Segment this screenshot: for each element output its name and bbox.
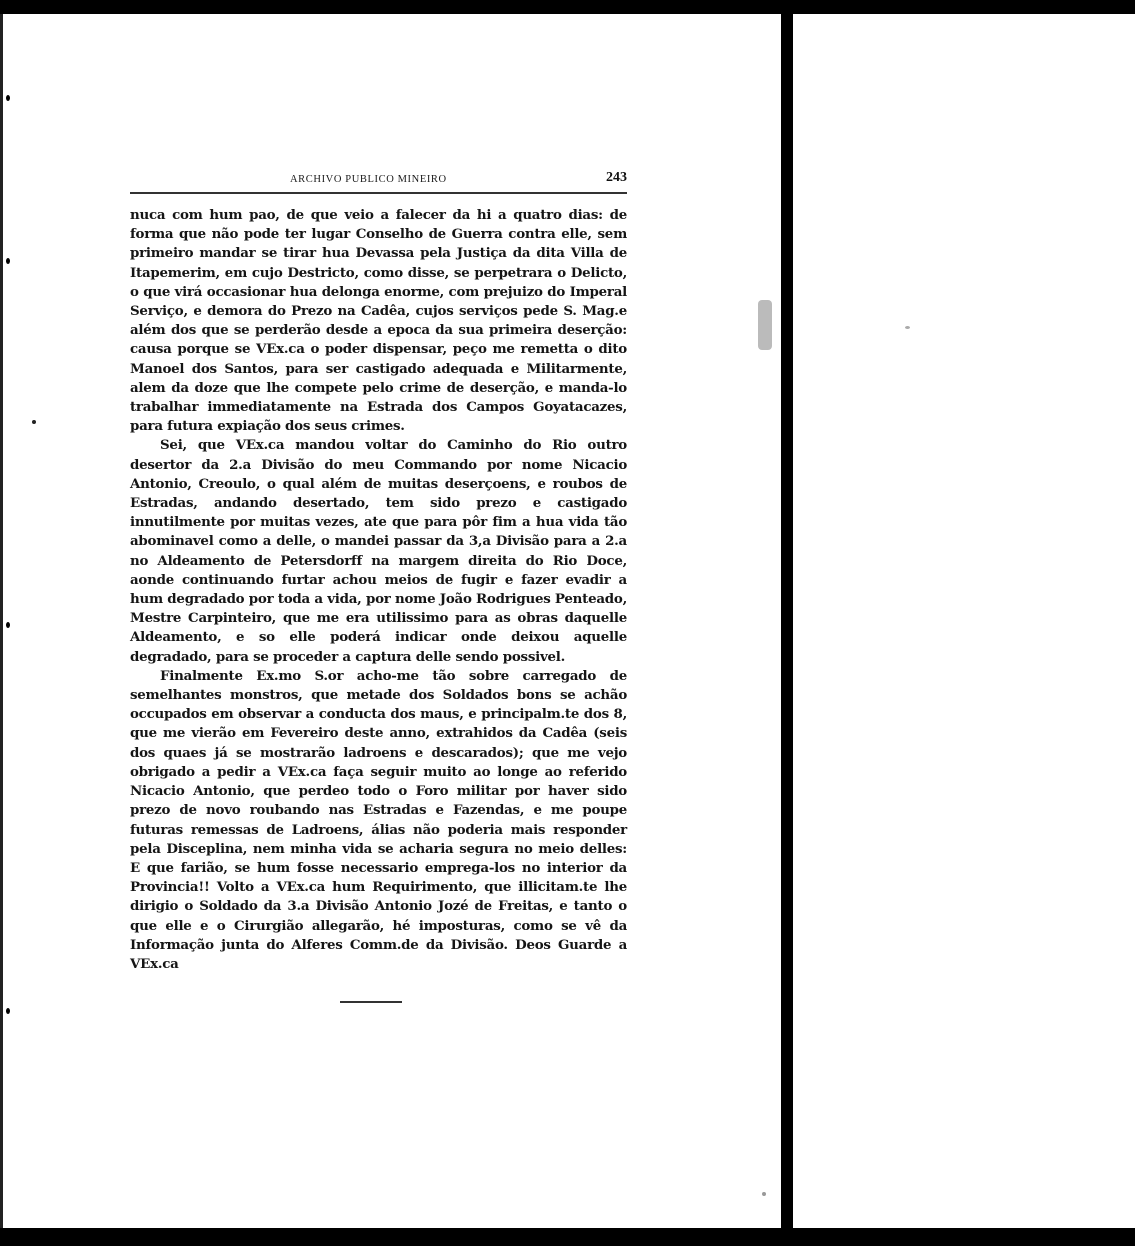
paragraph-continuation: nuca com hum pao, de que veio a falecer da hi a quatro dias: de forma que não pode ter lugar Conselho de Guerra contra elle, sem primeiro mandar se tirar hua Devassa pela Justiça da dita Villa de Itapemerim, em cujo Destricto, como disse, se perpetrara o Delicto, o que virá occasionar hua delonga enorme, com prejuizo do Imperal Serviço, e demora do Prezo na Cadêa, cujos serviços pede S. Mag.e além dos que se perderão desde a epoca da sua primeira deserção: causa porque se VEx.ca o poder dispensar, peço me remetta o dito Manoel dos Santos, para ser castigado adequada e Militarmente, alem da doze que lhe compete pelo crime de deserção, e manda-lo trabalhar immediatamente na Estrada dos Campos Goyatacazes, para futura expiação dos seus crimes. [130,207,627,435]
scan-speck [6,95,10,101]
header-rule [130,192,627,194]
scan-speck [6,258,10,264]
page-number: 243 [606,170,627,185]
facing-page-blank [793,14,1135,1228]
scan-left-edge [0,14,3,1228]
scan-top-border [0,0,1135,14]
scan-speck [762,1192,766,1196]
running-head [130,172,627,192]
running-title: ARCHIVO PUBLICO MINEIRO [290,174,447,185]
scan-speck [6,1008,10,1014]
scan-bottom-border [0,1228,1135,1246]
scan-speck [905,326,910,329]
scan-speck [6,622,10,628]
book-gutter [781,10,793,1232]
scan-speck [758,300,772,350]
scan-speck [32,420,36,424]
paragraph-deserter: Sei, que VEx.ca mandou voltar do Caminho do Rio outro desertor da 2.a Divisão do meu Commando por nome Nicacio Antonio, Creoulo, o qual além de muitas deserçoens, e roubos de Estradas, andando desertado, tem sido prezo e castigado innutilmente por muitas vezes, ate que para pôr fim a hua vida tão abominavel como a delle, o mandei passar da 3,a Divisão para a 2.a no Aldeamento de Petersdorff na margem direita do Rio Doce, aonde continuando furtar achou meios de fugir e fazer evadir a hum degradado por toda a vida, por nome João Rodrigues Penteado, Mestre Carpinteiro, que me era utilissimo para as obras daquelle Aldeamento, e so elle poderá indicar onde deixou aquelle degradado, para se proceder a captura delle sendo possivel. [130,437,627,665]
paragraph-conclusion: Finalmente Ex.mo S.or acho-me tão sobre carregado de semelhantes monstros, que metade dos Soldados bons se achão occupados em observar a conducta dos maus, e principalm.te dos 8, que me vierão em Fevereiro deste anno, extrahidos da Cadêa (seis dos quaes já se mostrarão ladroens e descarados); que me vejo obrigado a pedir a VEx.ca faça seguir muito ao longe ao referido Nicacio Antonio, que perdeo todo o Foro militar por haver sido prezo de novo roubando nas Estradas e Fazendas, e me poupe futuras remessas de Ladroens, álias não poderia mais responder pela Disceplina, nem minha vida se acharia segura no meio delles: E que farião, se hum fosse necessario emprega-los no interior da Provincia!! Volto a VEx.ca hum Requirimento, que illicitam.te lhe dirigio o Soldado da 3.a Divisão Antonio Jozé de Freitas, e tanto o que elle e o Cirurgião allegarão, hé imposturas, como se vê da Informação junta do Alferes Comm.de da Divisão. Deos Guarde a VEx.ca [130,667,627,972]
end-rule [340,1001,402,1003]
body-text [130,206,627,974]
